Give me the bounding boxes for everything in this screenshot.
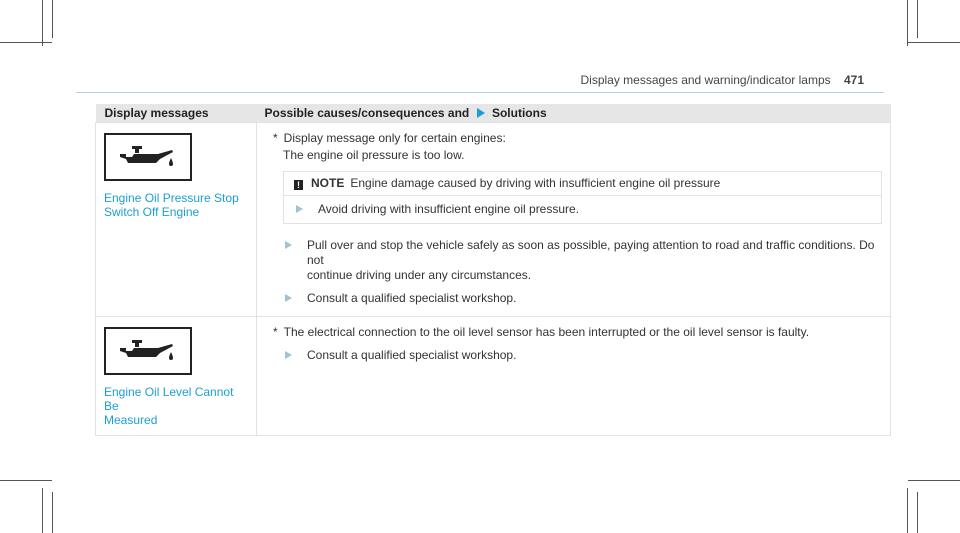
- note-step-row: [284, 195, 881, 223]
- cause-description: The engine oil pressure is too low.: [283, 148, 465, 162]
- note-title: NOTE: [311, 176, 345, 190]
- crop-mark: [52, 492, 53, 533]
- note-heading: [284, 172, 881, 195]
- note-step: [294, 202, 871, 217]
- crop-mark: [908, 42, 960, 43]
- note-step-text: Avoid driving with insufficient engine oil pressure.: [318, 202, 580, 216]
- crop-mark: [52, 0, 53, 38]
- crop-mark: [0, 480, 52, 481]
- message-label: [104, 385, 248, 427]
- crop-mark: [42, 0, 43, 46]
- message-label-line: Engine Oil Pressure Stop: [104, 191, 239, 205]
- engine-oil-lamp: [104, 327, 192, 375]
- star-note: * Display message only for certain engines:: [273, 131, 506, 145]
- solution-step-line: continue driving under any circumstances.: [307, 268, 532, 282]
- engine-oil-lamp: [104, 133, 192, 181]
- warning-icon: !: [294, 180, 303, 190]
- table-row: [96, 123, 891, 317]
- message-label-line: Measured: [104, 413, 158, 427]
- crop-mark: [907, 488, 908, 533]
- col-header-causes-text: Possible causes/consequences and: [264, 106, 470, 120]
- engine-oil-icon: [118, 340, 178, 362]
- crop-mark: [42, 488, 43, 533]
- star-note-text: Display message only for certain engines:: [283, 131, 506, 145]
- engine-oil-icon: [118, 146, 178, 168]
- header-title: Display messages and warning/indicator lamps: [580, 73, 831, 87]
- solution-step: [273, 291, 882, 306]
- causes-cell: [257, 123, 891, 317]
- header-rule: [76, 92, 884, 93]
- table-row: [96, 317, 891, 436]
- solution-step: [273, 348, 882, 363]
- solution-step-text: Consult a qualified specialist workshop.: [307, 291, 517, 305]
- step-arrow-icon: [285, 294, 292, 302]
- star-note-text: The electrical connection to the oil level sensor has been interrupted or the oil level sensor is faulty.: [283, 325, 810, 339]
- crop-mark: [917, 492, 918, 533]
- solutions-arrow-icon: [477, 108, 485, 118]
- causes-cell: [257, 317, 891, 436]
- solution-step-text: Consult a qualified specialist workshop.: [307, 348, 517, 362]
- message-cell: [96, 317, 257, 436]
- crop-mark: [0, 42, 52, 43]
- col-header-solutions-text: Solutions: [491, 106, 547, 120]
- running-header: [581, 73, 865, 87]
- star-note: * The electrical connection to the oil level sensor has been interrupted or the oil level sensor is faulty.: [273, 325, 810, 339]
- message-cell: [96, 123, 257, 317]
- crop-mark: [907, 0, 908, 46]
- message-label-line: Switch Off Engine: [104, 205, 200, 219]
- message-label-line: Engine Oil Level Cannot Be: [104, 385, 234, 413]
- col-header-causes: [257, 104, 891, 123]
- page-number: 471: [843, 73, 864, 87]
- crop-mark: [908, 480, 960, 481]
- solution-step-line: Pull over and stop the vehicle safely as soon as possible, paying attention to road and traffic conditions. Do not: [307, 238, 875, 267]
- step-arrow-icon: [296, 205, 303, 213]
- note-text: Engine damage caused by driving with insufficient engine oil pressure: [350, 176, 721, 190]
- step-arrow-icon: [285, 241, 292, 249]
- solution-step: [273, 238, 882, 283]
- message-label: [104, 191, 248, 219]
- note-box: [283, 171, 882, 224]
- step-arrow-icon: [285, 351, 292, 359]
- table-header-row: [96, 104, 891, 123]
- col-header-messages: Display messages: [96, 104, 257, 123]
- display-messages-table: [95, 104, 891, 436]
- crop-mark: [917, 0, 918, 38]
